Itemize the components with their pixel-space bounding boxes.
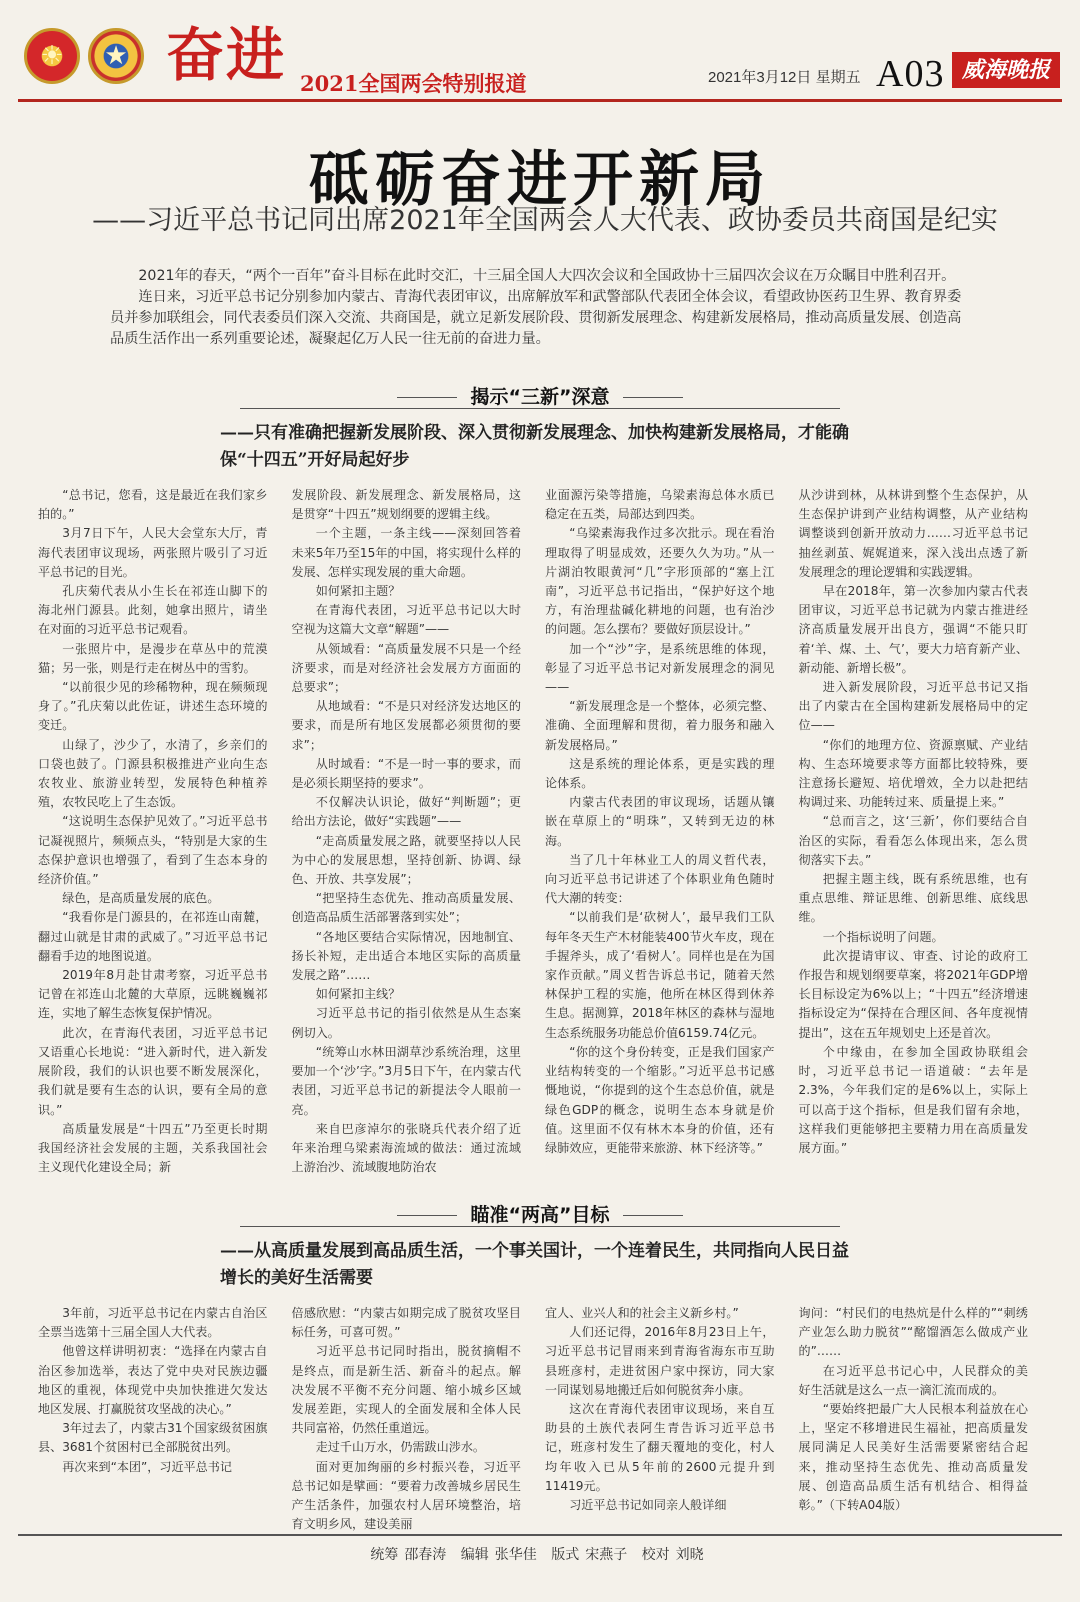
article-paragraph: 面对更加绚丽的乡村振兴卷，习近平总书记如是擘画：“要着力改善城乡居民生产生活条件，加强农村人居环境整治，培育文明乡风，建设美丽: [291, 1459, 521, 1532]
national-emblem-icon: ☀: [24, 28, 80, 84]
planner-name: 邵春涛: [404, 1547, 447, 1563]
article-paragraph: 绿色，是高质量发展的底色。: [62, 891, 220, 906]
article-paragraph: “要始终把最广大人民根本利益放在心上，坚定不移增进民生福祉，把高质量发展同满足人民美好生活需要紧密结合起来，推动坚持生态优先、推动高质量发展、创造高品质生活有机结合、相得益彰。”（下转A04版）: [798, 1402, 1028, 1513]
article-paragraph: “你们的地理方位、资源禀赋、产业结构、生态环境要求等方面都比较特殊，要注意扬长避短、培优增效，全力以赴把结构调过来、功能转过来、质量提上来。”: [798, 737, 1028, 810]
section-2-divider: [240, 1226, 840, 1227]
article-paragraph: 加一个“沙”字，是系统思维的体现，彰显了习近平总书记对新发展理念的洞见——: [545, 641, 775, 695]
article-paragraph: 个中缘由，在参加全国政协联组会时，习近平总书记一语道破：“去年是2.3%，今年我们定的是6%以上，实际上可以高于这个指标，但是我们留有余地，这样我们更能够把主要精力用在高质量发展方面。”: [798, 1044, 1028, 1155]
article-paragraph: 从沙讲到林，从林讲到整个生态保护，从生态保护讲到产业结构调整，从产业结构调整谈到创新开放动力……习近平总书记抽丝剥茧、娓娓道来，深入浅出点透了新发展理念的理论逻辑和实践逻辑。: [798, 488, 1028, 579]
article-paragraph: 内蒙古代表团的审议现场，话题从镶嵌在草原上的“明珠”，又转到无边的林海。: [545, 795, 775, 848]
article-column: [545, 1304, 775, 1524]
article-paragraph: 一个主题，一条主线——深刻回答着未来5年乃至15年的中国，将实现什么样的发展、怎样实现发展的重大命题。: [291, 526, 521, 579]
lead-paragraph-text: 连日来，习近平总书记分别参加内蒙古、青海代表团审议，出席解放军和武警部队代表团全体会议，看望政协医药卫生界、教育界委员并参加联组会，同代表委员们深入交流、共商国是，就立足新发展阶段、贯彻新发展理念、构建新发展格局，推动高质量发展、创造高品质生活作出一系列重要论述，凝聚起亿万人民一往无前的奋进力量。: [110, 289, 962, 347]
article-paragraph: “总书记，您看，这是最近在我们家乡拍的。”: [38, 488, 268, 522]
article-paragraph: 不仅解决认识论，做好“判断题”；更给出方法论，做好“实践题”——: [291, 795, 521, 829]
layout-name: 宋燕子: [585, 1547, 628, 1563]
article-paragraph: 宜人、业兴人和的社会主义新乡村。”: [545, 1306, 739, 1320]
article-paragraph: 这是系统的理论体系，更是实践的理论体系。: [545, 756, 775, 791]
article-column: [799, 486, 1029, 1176]
article-paragraph: 3年过去了，内蒙古31个国家级贫困旗县、3681个贫困村已全部脱贫出列。: [38, 1421, 268, 1455]
article-paragraph: 一张照片中，是漫步在草丛中的荒漠猫；另一张，则是行走在树丛中的雪豹。: [38, 641, 268, 675]
article-paragraph: 把握主题主线，既有系统思维，也有重点思维、辩证思维、创新思维、底线思维。: [798, 872, 1028, 925]
article-paragraph: 当了几十年林业工人的周义哲代表，向习近平总书记讲述了个体职业角色随时代大潮的转变：: [545, 852, 775, 906]
page-number: A03: [876, 53, 945, 95]
article-paragraph: 2019年8月赴甘肃考察，习近平总书记曾在祁连山北麓的大草原，远眺巍巍祁连，实地了解生态恢复保护情况。: [38, 968, 268, 1021]
page-title: 砥砺奋进开新局: [309, 145, 771, 215]
article-column: [38, 1304, 268, 1524]
article-paragraph: 习近平总书记同时指出，脱贫摘帽不是终点，而是新生活、新奋斗的起点。解决发展不平衡不充分问题、缩小城乡区域发展差距，实现人的全面发展和全体人民共同富裕，仍然任重道远。: [291, 1344, 521, 1436]
section-1-title: 揭示“三新”深意: [0, 382, 1080, 409]
editor-label: 编辑: [460, 1547, 489, 1563]
section-1-columns: [38, 486, 1028, 1176]
article-paragraph: 从地域看：“不是只对经济发达地区的要求，而是所有地区发展都必须贯彻的要求”；: [291, 699, 521, 752]
article-paragraph: 来自巴彦淖尔的张晓兵代表介绍了近年来治理乌梁素海流域的做法：通过流域上游治沙、流域腹地防治农: [291, 1121, 521, 1175]
article-paragraph: “总而言之，这‘三新’，你们要结合自治区的实际，看看怎么体现出来，怎么贯彻落实下去。”: [798, 814, 1028, 867]
article-paragraph: “新发展理念是一个整体，必须完整、准确、全面理解和贯彻，着力服务和融入新发展格局。”: [545, 699, 775, 752]
article-paragraph: “各地区要结合实际情况，因地制宜、扬长补短，走出适合本地区实际的高质量发展之路”……: [291, 929, 521, 983]
lead-paragraph-text: 2021年的春天，“两个一百年”奋斗目标在此时交汇，十三届全国人大四次会议和全国政协十三届四次会议在万众瞩目中胜利召开。: [138, 268, 956, 284]
article-paragraph: 此次，在青海代表团，习近平总书记又语重心长地说：“进入新时代，进入新发展阶段，我们的认识也要不断发展深化，我们就是要有生态的认识，要有全局的意识。”: [38, 1025, 268, 1117]
article-paragraph: 习近平总书记如同亲人般详细: [569, 1498, 727, 1513]
article-paragraph: 这次在青海代表团审议现场，来自互助县的土族代表阿生青告诉习近平总书记，班彦村发生了翻天覆地的变化，村人均年收入已从5年前的2600元提升到11419元。: [545, 1402, 775, 1493]
article-paragraph: 人们还记得，2016年8月23日上午，习近平总书记冒雨来到青海省海东市互助县班彦村，走进贫困户家中探访，同大家一同谋划易地搬迁后如何脱贫奔小康。: [545, 1325, 775, 1397]
section-1-divider: [240, 408, 840, 409]
article-paragraph: 3月7日下午，人民大会堂东大厅，青海代表团审议现场，两张照片吸引了习近平总书记的目光。: [38, 526, 268, 579]
article-paragraph: 业面源污染等措施，乌梁素海总体水质已稳定在五类，局部达到四类。: [545, 488, 775, 522]
section-1-subtitle: ——只有准确把握新发展阶段、深入贯彻新发展理念、加快构建新发展格局，才能确保“十四五”开好局起好步: [220, 423, 849, 470]
article-paragraph: “你的这个身份转变，正是我们国家产业结构转变的一个缩影。”习近平总书记感慨地说，“你提到的这个生态总价值，就是绿色GDP的概念，说明生态本身就是价值。这里面不仅有林木本身的价值，还有绿肺效应，更能带来旅游、林下经济等。”: [545, 1044, 775, 1155]
page-subtitle: ——习近平总书记同出席2021年全国两会人大代表、政协委员共商国是纪实: [92, 205, 998, 236]
article-column: [799, 1304, 1029, 1524]
article-paragraph: “以前很少见的珍稀物种，现在频频现身了。”孔庆菊以此佐证，讲述生态环境的变迁。: [38, 680, 268, 733]
layout-label: 版式: [551, 1547, 580, 1563]
article-paragraph: 发展阶段、新发展理念、新发展格局，这是贯穿“十四五”规划纲要的逻辑主线。: [291, 488, 521, 522]
article-paragraph: 进入新发展阶段，习近平总书记又指出了内蒙古在全国构建新发展格局中的定位——: [798, 680, 1028, 733]
article-paragraph: 询问：“村民们的电热炕是什么样的”“刺绣产业怎么助力脱贫”“酩馏酒怎么做成产业的”……: [798, 1306, 1028, 1359]
article-paragraph: 孔庆菊代表从小生长在祁连山脚下的海北州门源县。此刻，她拿出照片，请坐在对面的习近平总书记观看。: [38, 584, 268, 637]
editor-credits: [0, 1544, 1080, 1564]
issue-date: 2021年3月12日 星期五: [708, 69, 861, 86]
article-column: [291, 1304, 522, 1532]
masthead: [18, 14, 1062, 102]
article-paragraph: 走过千山万水，仍需跋山涉水。: [315, 1440, 486, 1455]
article-paragraph: “把坚持生态优先、推动高质量发展、创造高品质生活部署落到实处”；: [291, 891, 521, 925]
newspaper-logo: 威海晚报: [952, 52, 1060, 88]
article-paragraph: 一个指标说明了问题。: [822, 929, 944, 944]
planner-label: 统筹: [370, 1547, 399, 1563]
proof-label: 校对: [641, 1547, 670, 1563]
article-paragraph: 再次来到“本团”，习近平总书记: [62, 1459, 232, 1474]
article-paragraph: 习近平总书记的指引依然是从生态案例切入。: [291, 1006, 521, 1040]
cppcc-emblem-icon: ★: [88, 28, 144, 84]
article-paragraph: “统筹山水林田湖草沙系统治理，这里要加一个‘沙’字。”3月5日下午，在内蒙古代表团，习近平总书记的新提法令人眼前一亮。: [291, 1044, 521, 1117]
special-report-label: 2021全国两会特别报道: [300, 71, 527, 96]
proof-name: 刘晓: [675, 1547, 704, 1563]
article-paragraph: 倍感欣慰：“内蒙古如期完成了脱贫攻坚目标任务，可喜可贺。”: [291, 1306, 521, 1340]
section-kicker: 奋进: [166, 21, 287, 89]
article-paragraph: “我看你是门源县的，在祁连山南麓，翻过山就是甘肃的武威了。”习近平总书记翻看手边的地图说道。: [38, 910, 268, 963]
article-paragraph: 早在2018年，第一次参加内蒙古代表团审议，习近平总书记就为内蒙古推进经济高质量发展开出良方，强调“不能只盯着‘羊、煤、土、气’，要大力培育新产业、新动能、新增长极”。: [798, 584, 1028, 675]
section-2-subtitle: ——从高质量发展到高品质生活，一个事关国计，一个连着民生，共同指向人民日益增长的美好生活需要: [220, 1241, 849, 1288]
article-column: [38, 486, 268, 1176]
lead-paragraph: [110, 266, 970, 350]
article-paragraph: “这说明生态保护见效了。”习近平总书记凝视照片，频频点头，“特别是大家的生态保护意识也增强了，看到了生态本身的经济价值。”: [38, 814, 268, 887]
article-paragraph: 他曾这样讲明初衷：“选择在内蒙古自治区参加选举，表达了党中央对民族边疆地区的重视，体现党中央加快推进欠发达地区发展、打赢脱贫攻坚战的决心。”: [38, 1344, 268, 1417]
section-2-title: 瞄准“两高”目标: [0, 1200, 1080, 1227]
article-paragraph: 在习近平总书记心中，人民群众的美好生活就是这么一点一滴汇流而成的。: [798, 1363, 1028, 1397]
article-column: [292, 486, 522, 1176]
article-paragraph: “乌梁素海我作过多次批示。现在看治理取得了明显成效，还要久久为功。”从一片湖泊牧眼黄河“几”字形顶部的“塞上江南”，习近平总书记指出，“保护好这个地方，有治理盐碱化耕地的问题，也有治沙的问题。怎么摆布？要做好顶层设计。”: [545, 526, 775, 637]
editor-name: 张华佳: [494, 1547, 537, 1563]
article-paragraph: 山绿了，沙少了，水清了，乡亲们的口袋也鼓了。门源县积极推进产业向生态农牧业、旅游业转型，发展特色种植养殖，农牧民吃上了生态饭。: [38, 737, 268, 810]
article-paragraph: 在青海代表团，习近平总书记以大时空视为这篇大文章“解题”——: [291, 603, 521, 637]
article-paragraph: “以前我们是‘砍树人’，最早我们工队每年冬天生产木材能装400节火车皮，现在手握斧头，成了‘看树人’。同样也是在为国家作贡献。”周义哲告诉总书记，随着天然林保护工程的实施，他所在林区得到休养生息。据测算，2018年林区的森林与湿地生态系统服务功能总价值6159.74亿元。: [545, 910, 775, 1040]
article-paragraph: 如何紧扣主线？: [315, 987, 401, 1002]
article-paragraph: “走高质量发展之路，就要坚持以人民为中心的发展思想，坚持创新、协调、绿色、开放、共享发展”；: [291, 833, 521, 887]
article-paragraph: 此次提请审议、审查、讨论的政府工作报告和规划纲要草案，将2021年GDP增长目标设定为6%以上；“十四五”经济增速指标设定为“保持在合理区间、各年度视情提出”，这在五年规划史上还是首次。: [798, 948, 1028, 1040]
article-paragraph: 从领域看：“高质量发展不只是一个经济要求，而是对经济社会发展方方面面的总要求”；: [291, 641, 521, 695]
article-column: [545, 486, 775, 1176]
article-paragraph: 高质量发展是“十四五”乃至更长时期我国经济社会发展的主题，关系我国社会主义现代化建设全局；新: [38, 1121, 268, 1175]
article-paragraph: 从时域看：“不是一时一事的要求，而是必须长期坚持的要求”。: [291, 756, 521, 791]
section-2-columns: [38, 1304, 1028, 1532]
article-paragraph: 如何紧扣主题？: [315, 584, 401, 599]
article-paragraph: 3年前，习近平总书记在内蒙古自治区全票当选第十三届全国人大代表。: [38, 1306, 268, 1340]
footer-divider: [18, 1534, 1062, 1536]
